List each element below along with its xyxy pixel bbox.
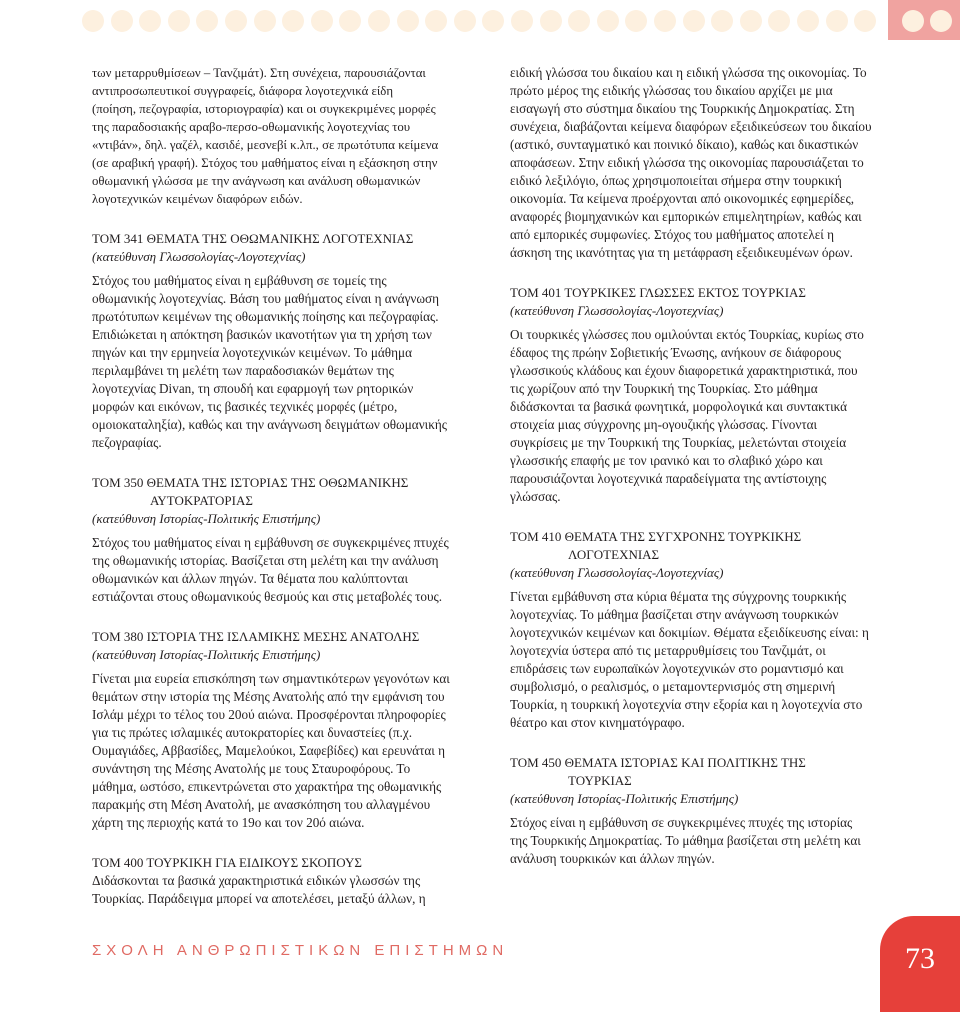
dot-icon xyxy=(111,10,133,32)
text-line: γλωσσικούς κλάδους και έχουν διαφορετικά χαρακτηριστικά, που xyxy=(510,363,858,378)
dot-icon xyxy=(797,10,819,32)
text-line: λογοτεχνικών κειμένων διαφόρων ειδών. xyxy=(92,192,303,206)
body-tom341 xyxy=(92,272,478,452)
text-line: της παραδοσιακής αραβο-περσο-οθωμανικής λογοτεχνίας του xyxy=(92,120,411,134)
dot-icon xyxy=(654,10,676,32)
text-line: της οθωμανικής ιστορίας. Βασίζεται στη μελέτη και την ανάλυση xyxy=(92,553,439,568)
section-title-line: ΤΟΜ 350 ΘΕΜΑΤΑ ΤΗΣ ΙΣΤΟΡΙΑΣ ΤΗΣ ΟΘΩΜΑΝΙΚΗΣ xyxy=(92,475,409,490)
section-title-line: ΤΟΜ 450 ΘΕΜΑΤΑ ΙΣΤΟΡΙΑΣ ΚΑΙ ΠΟΛΙΤΙΚΗΣ ΤΗΣ xyxy=(510,755,806,770)
text-line: Γίνεται εμβάθυνση στα κύρια θέματα της σύγχρονης τουρκικής xyxy=(510,589,847,604)
text-line: πηγών και την ερμηνεία λογοτεχνικών κειμένων. Το μάθημα xyxy=(92,345,412,360)
text-line: πεζογραφίας. xyxy=(92,435,162,450)
section-title-tom401: ΤΟΜ 401 ΤΟΥΡΚΙΚΕΣ ΓΛΩΣΣΕΣ ΕΚΤΟΣ ΤΟΥΡΚΙΑΣ xyxy=(510,285,806,300)
text-line: παρουσιάζονται λογοτεχνικά παραδείγματα της αντίστοιχης xyxy=(510,471,827,486)
text-line: λογοτεχνία ύστερα από τις μεταρρυθμίσεις του Τανζιμάτ, οι xyxy=(510,643,826,658)
text-line: αποφάσεων. Στην ειδική γλώσσα της οικονομίας παρουσιάζεται το xyxy=(510,155,864,170)
text-line: Διδάσκονται τα βασικά χαρακτηριστικά ειδικών γλωσσών της xyxy=(92,873,421,888)
section-title-tom450 xyxy=(510,754,890,790)
dot-icon xyxy=(511,10,533,32)
section-title-tom350 xyxy=(92,474,478,510)
text-line: για τις πρώτες ισλαμικές αυτοκρατορίες και δυναστείες (π.χ. xyxy=(92,725,412,740)
dot-icon xyxy=(454,10,476,32)
text-line: ομοιοκαταληξία), καθώς και την ανάγνωση δειγμάτων οθωμανικής xyxy=(92,417,447,432)
text-line: πρωτότυπων κειμένων της οθωμανικής ποίησης και πεζογραφίας. xyxy=(92,309,439,324)
direction-tom401: (κατεύθυνση Γλωσσολογίας-Λογοτεχνίας) xyxy=(510,303,724,318)
dot-icon xyxy=(768,10,790,32)
section-title-tom400: ΤΟΜ 400 ΤΟΥΡΚΙΚΗ ΓΙΑ ΕΙΔΙΚΟΥΣ ΣΚΟΠΟΥΣ xyxy=(92,855,362,870)
dot-icon xyxy=(196,10,218,32)
text-line: από εμπορικές συμφωνίες. Στόχος του μαθήματος αποτελεί η xyxy=(510,227,834,242)
dot-icon xyxy=(711,10,733,32)
direction-tom410: (κατεύθυνση Γλωσσολογίας-Λογοτεχνίας) xyxy=(510,565,724,580)
body-tom401 xyxy=(510,326,890,506)
dot-icon xyxy=(540,10,562,32)
dot-icon xyxy=(311,10,333,32)
text-line: μάθημα, ωστόσο, επικεντρώνεται στο χαρακτήρα της οθωμανικής xyxy=(92,779,442,794)
text-line: Στόχος του μαθήματος είναι η εμβάθυνση σε συγκεκριμένες πτυχές xyxy=(92,535,449,550)
text-line: της Τουρκικής Δημοκρατίας. Το μάθημα βασίζεται στη μελέτη και xyxy=(510,833,861,848)
text-line: θέατρο και στον κινηματόγραφο. xyxy=(510,715,685,730)
text-line: ανάλυση τουρκικών και άλλων πηγών. xyxy=(510,851,715,866)
text-line: Στόχος του μαθήματος είναι η εμβάθυνση σε τομείς της xyxy=(92,273,387,288)
dot-icon xyxy=(139,10,161,32)
text-line: Οι τουρκικές γλώσσες που ομιλούνται εκτός Τουρκίας, κυρίως στο xyxy=(510,327,864,342)
corner-dot-icon xyxy=(902,10,924,32)
top-dot-decoration xyxy=(82,10,882,34)
section-title-line: ΤΟΜ 410 ΘΕΜΑΤΑ ΤΗΣ ΣΥΓΧΡΟΝΗΣ ΤΟΥΡΚΙΚΗΣ xyxy=(510,529,802,544)
dot-icon xyxy=(339,10,361,32)
intro-paragraph xyxy=(92,64,478,208)
dot-icon xyxy=(568,10,590,32)
dot-icon xyxy=(597,10,619,32)
text-line: (ποίηση, πεζογραφία, ιστοριογραφία) και οι συγκεκριμένες μορφές xyxy=(92,102,436,116)
text-line: αναφορές βιομηχανικών και εμπορικών επιμελητηρίων, καθώς και xyxy=(510,209,862,224)
text-line: (αστικό, συνταγματικό και ποινικό δίκαιο), καθώς και δικαστικών xyxy=(510,137,859,152)
text-line: αντιπροσωπευτικοί συγγραφείς, διάφορα λογοτεχνικά είδη xyxy=(92,84,394,98)
text-line: εισαγωγή στο σύστημα δικαίου της Τουρκικής Δημοκρατίας. Στη xyxy=(510,101,855,116)
text-line: θεμάτων στην ιστορία της Μέσης Ανατολής από την εμφάνιση του xyxy=(92,689,445,704)
text-line: πρώτο μέρος της ειδικής γλώσσας του δικαίου αρχίζει με μια xyxy=(510,83,833,98)
text-line: έδαφος της πρώην Σοβιετικής Ένωσης, ανήκουν σε διάφορους xyxy=(510,345,842,360)
dot-icon xyxy=(397,10,419,32)
dot-icon xyxy=(425,10,447,32)
text-line: διδάσκονται τα βασικά φωνητικά, μορφολογικά και συντακτικά xyxy=(510,399,848,414)
section-title-tom341: ΤΟΜ 341 ΘΕΜΑΤΑ ΤΗΣ ΟΘΩΜΑΝΙΚΗΣ ΛΟΓΟΤΕΧΝΙΑΣ xyxy=(92,231,414,246)
body-tom450 xyxy=(510,814,890,868)
page-number: 73 xyxy=(905,942,935,975)
corner-dot-icon xyxy=(930,10,952,32)
dot-icon xyxy=(368,10,390,32)
text-line: επιδράσεις των ευρωπαϊκών λογοτεχνικών στο ρομαντισμό και xyxy=(510,661,844,676)
text-line: χάρτη της περιοχής κατά το 19ο και τον 20ό αιώνα. xyxy=(92,815,365,830)
body-tom380 xyxy=(92,670,478,832)
text-line: οθωμανική γλώσσα με την ανάγνωση και ανάλυση οθωμανικών xyxy=(92,174,421,188)
dot-icon xyxy=(482,10,504,32)
text-line: περιλαμβάνει τη μελέτη των παραδοσιακών θεμάτων της xyxy=(92,363,394,378)
corner-accent-box xyxy=(888,0,960,40)
page-number-box xyxy=(880,916,960,1012)
text-line: παρακμής στη Μέση Ανατολή, με ανασκόπηση του αλλαγμένου xyxy=(92,797,431,812)
section-title-tom380: ΤΟΜ 380 ΙΣΤΟΡΙΑ ΤΗΣ ΙΣΛΑΜΙΚΗΣ ΜΕΣΗΣ ΑΝΑΤΟΛΗΣ xyxy=(92,629,420,644)
text-line: λογοτεχνίας Divan, τη σπουδή και εφαρμογή των ρητορικών xyxy=(92,381,414,396)
direction-tom341: (κατεύθυνση Γλωσσολογίας-Λογοτεχνίας) xyxy=(92,249,306,264)
text-line: των μεταρρυθμίσεων – Τανζιμάτ). Στη συνέχεια, παρουσιάζονται xyxy=(92,66,426,80)
dot-icon xyxy=(854,10,876,32)
text-line: μορφών και εικόνων, τις βασικές τεχνικές μορφές (μέτρο, xyxy=(92,399,398,414)
text-line: συμβολισμό, ο ρεαλισμός, ο μεταμοντερνισμός στη σημερινή xyxy=(510,679,836,694)
text-line: στοιχεία μιας σύγχρονης μη-ογουζικής γλώσσας. Γίνονται xyxy=(510,417,818,432)
text-line: τις χωρίζουν από την Τουρκική της Τουρκίας. Στο μάθημα xyxy=(510,381,818,396)
text-line: «ντιβάν», δηλ. γαζέλ, κασιδέ, μεσνεβί κ.λπ., σε πρωτότυπα κείμενα xyxy=(92,138,439,152)
right-column xyxy=(510,64,890,868)
section-title-line: ΛΟΓΟΤΕΧΝΙΑΣ xyxy=(568,547,660,562)
footer-school-title: ΣΧΟΛΗ ΑΝΘΡΩΠΙΣΤΙΚΩΝ ΕΠΙΣΤΗΜΩΝ xyxy=(92,942,509,959)
dot-icon xyxy=(168,10,190,32)
text-line: οθωμανικής λογοτεχνίας. Βάση του μαθήματος είναι η ανάγνωση xyxy=(92,291,440,306)
left-column xyxy=(92,64,478,908)
text-line: Τουρκίας. Παράδειγμα μπορεί να αποτελέσει, μεταξύ άλλων, η xyxy=(92,891,426,906)
text-line: Ουμαγιάδες, Αββασίδες, Μαμελούκοι, Σαφεβίδες) και ερευνάται η xyxy=(92,743,446,758)
body-tom410 xyxy=(510,588,890,732)
dot-icon xyxy=(225,10,247,32)
dot-icon xyxy=(826,10,848,32)
text-line: εστιάζονται στους οθωμανικούς θεσμούς και στις μεταβολές τους. xyxy=(92,589,443,604)
text-line: συνάντηση της Μέσης Ανατολής με τους Σταυροφόρους. Το xyxy=(92,761,411,776)
dot-icon xyxy=(683,10,705,32)
body-tom400 xyxy=(92,872,478,908)
section-title-line: ΑΥΤΟΚΡΑΤΟΡΙΑΣ xyxy=(150,493,253,508)
dot-icon xyxy=(82,10,104,32)
dot-icon xyxy=(282,10,304,32)
section-title-tom410 xyxy=(510,528,890,564)
body-tom350 xyxy=(92,534,478,606)
text-line: Γίνεται μια ευρεία επισκόπηση των σημαντικότερων γεγονότων και xyxy=(92,671,450,686)
text-line: γλώσσας. xyxy=(510,489,561,504)
direction-tom350: (κατεύθυνση Ιστορίας-Πολιτικής Επιστήμης) xyxy=(92,511,321,526)
section-title-line: ΤΟΥΡΚΙΑΣ xyxy=(568,773,632,788)
text-line: Τουρκία, η τουρκική λογοτεχνία στην εξορία και η λογοτεχνία στο xyxy=(510,697,863,712)
continued-paragraph xyxy=(510,64,890,262)
text-line: ειδικό λεξιλόγιο, όπως χρησιμοποιείται σήμερα στην τουρκική xyxy=(510,173,842,188)
text-line: άσκηση της ικανότητας για τη μετάφραση εξειδικευμένων όρων. xyxy=(510,245,853,260)
text-line: λογοτεχνικών κειμένων και δοκιμίων. Θέματα εξειδίκευσης είναι: η xyxy=(510,625,869,640)
text-line: (σε αραβική γραφή). Στόχος του μαθήματος είναι η εξάσκηση στην xyxy=(92,156,438,170)
text-line: ειδική γλώσσα του δικαίου και η ειδική γλώσσα της οικονομίας. Το xyxy=(510,65,867,80)
text-line: συγκρίσεις με την Τουρκική της Τουρκίας, μελετώνται στοιχεία xyxy=(510,435,847,450)
text-line: Στόχος είναι η εμβάθυνση σε συγκεκριμένες πτυχές της ιστορίας xyxy=(510,815,853,830)
text-line: Επιδιώκεται η απόκτηση βασικών ικανοτήτων για τη χρήση των xyxy=(92,327,432,342)
text-line: Ισλάμ μέχρι το τέλος του 20ού αιώνα. Προσφέρονται πληροφορίες xyxy=(92,707,446,722)
text-line: λογοτεχνίας. Το μάθημα βασίζεται στην ανάγνωση τουρκικών xyxy=(510,607,839,622)
direction-tom450: (κατεύθυνση Ιστορίας-Πολιτικής Επιστήμης) xyxy=(510,791,739,806)
text-line: γλωσσικής επαφής με τον ιρανικό και το σλαβικό χώρο και xyxy=(510,453,823,468)
direction-tom380: (κατεύθυνση Ιστορίας-Πολιτικής Επιστήμης) xyxy=(92,647,321,662)
text-line: οικονομία. Τα κείμενα προέρχονται από οικονομικές εφημερίδες, xyxy=(510,191,854,206)
text-line: οθωμανικών και άλλων πηγών. Τα θέματα που καλύπτονται xyxy=(92,571,409,586)
dot-icon xyxy=(740,10,762,32)
text-line: συνέχεια, διαβάζονται κείμενα διαφόρων εξειδικεύσεων του δικαίου xyxy=(510,119,872,134)
dot-icon xyxy=(625,10,647,32)
dot-icon xyxy=(254,10,276,32)
